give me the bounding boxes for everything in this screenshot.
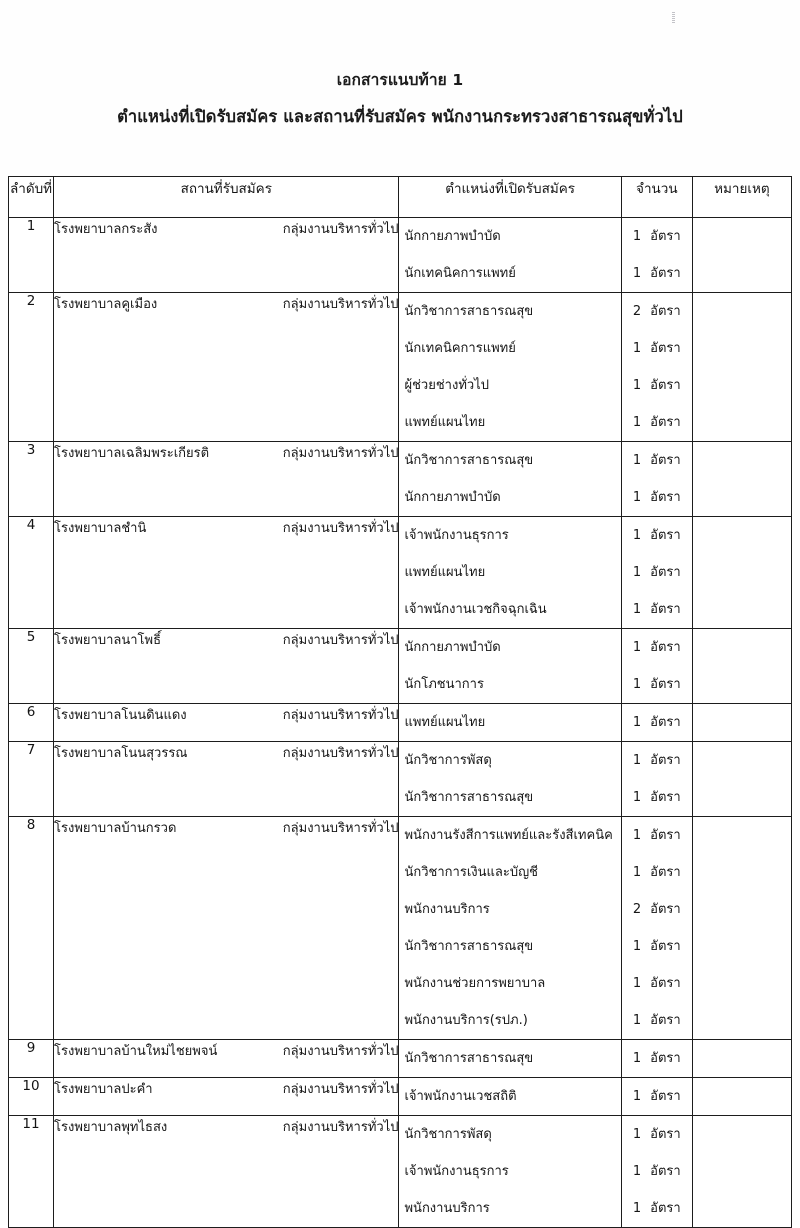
quantity-number: 1 (632, 1051, 642, 1066)
cell-quantities (621, 517, 692, 629)
position-name: พนักงานรังสีการแพทย์และรังสีเทคนิค (404, 828, 613, 843)
work-group-name: กลุ่มงานบริหารทั่วไป (282, 1082, 399, 1097)
position-name: พนักงานช่วยการพยาบาล (404, 976, 546, 991)
position-name: นักวิชาการสาธารณสุข (404, 939, 534, 954)
quantity-number: 1 (632, 602, 642, 617)
table-row (9, 704, 792, 742)
quantity-number: 1 (632, 415, 642, 430)
quantity-entry (622, 629, 692, 666)
document-heading (0, 70, 800, 128)
hospital-name: โรงพยาบาลนาโพธิ์ (54, 633, 162, 648)
position-name: นักกายภาพบำบัด (404, 490, 501, 505)
position-name: นักโภชนาการ (404, 677, 484, 692)
quantity-unit-label: อัตรา (650, 528, 681, 543)
hospital-name: โรงพยาบาลบ้านกรวด (54, 821, 177, 836)
cell-positions (399, 1116, 621, 1228)
quantity-number: 1 (632, 565, 642, 580)
column-header-seq: ลำดับที่ (9, 177, 54, 218)
hospital-name: โรงพยาบาลบ้านใหม่ไชยพจน์ (54, 1044, 218, 1059)
cell-positions (399, 704, 621, 742)
quantity-entry (622, 779, 692, 816)
quantity-unit-label: อัตรา (650, 229, 681, 244)
quantity-number: 1 (632, 528, 642, 543)
cell-application-place (54, 629, 399, 704)
cell-application-place (54, 1078, 399, 1116)
work-group-name: กลุ่มงานบริหารทั่วไป (282, 821, 399, 836)
quantity-number: 1 (632, 790, 642, 805)
quantity-unit-label: อัตรา (650, 1201, 681, 1216)
quantity-entry (622, 1190, 692, 1227)
table-row (9, 1040, 792, 1078)
quantity-unit-label: อัตรา (650, 1013, 681, 1028)
cell-quantities (621, 1040, 692, 1078)
cell-positions (399, 218, 621, 293)
quantity-number: 1 (632, 266, 642, 281)
cell-application-place (54, 293, 399, 442)
quantity-entry (622, 330, 692, 367)
cell-remark (692, 293, 791, 442)
quantity-number: 2 (632, 304, 642, 319)
quantity-entry (622, 1116, 692, 1153)
table-header (9, 177, 792, 218)
position-name: แพทย์แผนไทย (404, 565, 486, 580)
cell-sequence-number: 7 (9, 742, 54, 817)
quantity-unit-label: อัตรา (650, 640, 681, 655)
quantity-unit-label: อัตรา (650, 976, 681, 991)
cell-positions (399, 629, 621, 704)
cell-remark (692, 1116, 791, 1228)
cell-application-place (54, 442, 399, 517)
quantity-unit-label: อัตรา (650, 602, 681, 617)
work-group-name: กลุ่มงานบริหารทั่วไป (282, 521, 399, 536)
position-name: นักเทคนิคการแพทย์ (404, 266, 516, 281)
position-name: แพทย์แผนไทย (404, 415, 486, 430)
quantity-entry (622, 742, 692, 779)
quantity-unit-label: อัตรา (650, 902, 681, 917)
cell-remark (692, 742, 791, 817)
cell-remark (692, 1040, 791, 1078)
position-name: นักวิชาการสาธารณสุข (404, 1051, 534, 1066)
work-group-name: กลุ่มงานบริหารทั่วไป (282, 1044, 399, 1059)
position-name: นักวิชาการสาธารณสุข (404, 453, 534, 468)
quantity-unit-label: อัตรา (650, 1127, 681, 1142)
cell-quantities (621, 1116, 692, 1228)
quantity-number: 1 (632, 1013, 642, 1028)
quantity-entry (622, 666, 692, 703)
work-group-name: กลุ่มงานบริหารทั่วไป (282, 1120, 399, 1135)
cell-sequence-number: 6 (9, 704, 54, 742)
quantity-number: 1 (632, 1201, 642, 1216)
document-title: เอกสารแนบท้าย 1 (336, 71, 464, 89)
recruitment-table (8, 176, 792, 1228)
position-name: นักกายภาพบำบัด (404, 640, 501, 655)
column-header-remark: หมายเหตุ (692, 177, 791, 218)
work-group-name: กลุ่มงานบริหารทั่วไป (282, 297, 399, 312)
cell-remark (692, 817, 791, 1040)
cell-application-place (54, 704, 399, 742)
hospital-name: โรงพยาบาลพุทไธสง (54, 1120, 168, 1135)
cell-sequence-number: 3 (9, 442, 54, 517)
quantity-entry (622, 965, 692, 1002)
position-name: พนักงานบริการ (404, 1201, 490, 1216)
quantity-entry (622, 928, 692, 965)
cell-application-place (54, 1116, 399, 1228)
quantity-entry (622, 591, 692, 628)
quantity-entry (622, 367, 692, 404)
quantity-entry (622, 1078, 692, 1115)
quantity-number: 1 (632, 453, 642, 468)
cell-remark (692, 629, 791, 704)
hospital-name: โรงพยาบาลคูเมือง (54, 297, 158, 312)
quantity-number: 1 (632, 865, 642, 880)
table-row (9, 1116, 792, 1228)
quantity-number: 1 (632, 939, 642, 954)
quantity-number: 1 (632, 341, 642, 356)
cell-quantities (621, 218, 692, 293)
cell-quantities (621, 704, 692, 742)
cell-sequence-number: 5 (9, 629, 54, 704)
quantity-unit-label: อัตรา (650, 865, 681, 880)
cell-positions (399, 1078, 621, 1116)
cell-quantities (621, 742, 692, 817)
quantity-unit-label: อัตรา (650, 341, 681, 356)
work-group-name: กลุ่มงานบริหารทั่วไป (282, 222, 399, 237)
quantity-number: 1 (632, 229, 642, 244)
quantity-number: 1 (632, 378, 642, 393)
position-name: แพทย์แผนไทย (404, 715, 486, 730)
hospital-name: โรงพยาบาลโนนดินแดง (54, 708, 187, 723)
cell-quantities (621, 293, 692, 442)
position-name: ผู้ช่วยช่างทั่วไป (404, 378, 489, 393)
cell-quantities (621, 1078, 692, 1116)
position-name: นักวิชาการพัสดุ (404, 753, 492, 768)
table-row (9, 1078, 792, 1116)
cell-positions (399, 442, 621, 517)
quantity-number: 2 (632, 902, 642, 917)
quantity-entry (622, 1002, 692, 1039)
scan-artifact-speck (672, 12, 675, 23)
cell-remark (692, 1078, 791, 1116)
quantity-unit-label: อัตรา (650, 939, 681, 954)
table-row (9, 817, 792, 1040)
quantity-number: 1 (632, 828, 642, 843)
cell-positions (399, 293, 621, 442)
quantity-number: 1 (632, 1127, 642, 1142)
quantity-entry (622, 891, 692, 928)
quantity-unit-label: อัตรา (650, 490, 681, 505)
hospital-name: โรงพยาบาลปะคำ (54, 1082, 153, 1097)
table-row (9, 218, 792, 293)
document-subtitle: ตำแหน่งที่เปิดรับสมัคร และสถานที่รับสมัคร พนักงานกระทรวงสาธารณสุขทั่วไป (117, 107, 683, 127)
quantity-unit-label: อัตรา (650, 715, 681, 730)
quantity-unit-label: อัตรา (650, 304, 681, 319)
table-row (9, 742, 792, 817)
quantity-number: 1 (632, 677, 642, 692)
position-name: นักวิชาการสาธารณสุข (404, 790, 534, 805)
cell-remark (692, 704, 791, 742)
cell-remark (692, 218, 791, 293)
quantity-entry (622, 293, 692, 330)
quantity-unit-label: อัตรา (650, 565, 681, 580)
position-name: เจ้าพนักงานธุรการ (404, 1164, 509, 1179)
position-name: พนักงานบริการ (404, 902, 490, 917)
cell-positions (399, 742, 621, 817)
table-row (9, 517, 792, 629)
quantity-unit-label: อัตรา (650, 1089, 681, 1104)
quantity-entry (622, 817, 692, 854)
quantity-number: 1 (632, 640, 642, 655)
quantity-unit-label: อัตรา (650, 753, 681, 768)
quantity-number: 1 (632, 976, 642, 991)
cell-remark (692, 517, 791, 629)
column-header-place: สถานที่รับสมัคร (54, 177, 399, 218)
work-group-name: กลุ่มงานบริหารทั่วไป (282, 633, 399, 648)
cell-sequence-number: 10 (9, 1078, 54, 1116)
cell-application-place (54, 1040, 399, 1078)
quantity-entry (622, 704, 692, 741)
cell-sequence-number: 2 (9, 293, 54, 442)
cell-application-place (54, 517, 399, 629)
cell-positions (399, 817, 621, 1040)
quantity-entry (622, 1153, 692, 1190)
work-group-name: กลุ่มงานบริหารทั่วไป (282, 746, 399, 761)
quantity-unit-label: อัตรา (650, 453, 681, 468)
hospital-name: โรงพยาบาลกระสัง (54, 222, 158, 237)
column-header-quantity: จำนวน (621, 177, 692, 218)
quantity-number: 1 (632, 715, 642, 730)
cell-positions (399, 1040, 621, 1078)
cell-quantities (621, 442, 692, 517)
quantity-unit-label: อัตรา (650, 266, 681, 281)
cell-application-place (54, 218, 399, 293)
quantity-entry (622, 218, 692, 255)
hospital-name: โรงพยาบาลโนนสุวรรณ (54, 746, 188, 761)
cell-quantities (621, 629, 692, 704)
quantity-entry (622, 854, 692, 891)
quantity-number: 1 (632, 753, 642, 768)
position-name: เจ้าพนักงานธุรการ (404, 528, 509, 543)
quantity-number: 1 (632, 1089, 642, 1104)
cell-sequence-number: 9 (9, 1040, 54, 1078)
quantity-number: 1 (632, 1164, 642, 1179)
position-name: เจ้าพนักงานเวชสถิติ (404, 1089, 517, 1104)
quantity-unit-label: อัตรา (650, 790, 681, 805)
cell-remark (692, 442, 791, 517)
work-group-name: กลุ่มงานบริหารทั่วไป (282, 446, 399, 461)
position-name: นักกายภาพบำบัด (404, 229, 501, 244)
position-name: พนักงานบริการ(รปภ.) (404, 1013, 528, 1028)
quantity-entry (622, 1040, 692, 1077)
table-header-row (9, 177, 792, 218)
hospital-name: โรงพยาบาลชำนิ (54, 521, 147, 536)
quantity-number: 1 (632, 490, 642, 505)
hospital-name: โรงพยาบาลเฉลิมพระเกียรติ (54, 446, 210, 461)
quantity-entry (622, 554, 692, 591)
position-name: นักเทคนิคการแพทย์ (404, 341, 516, 356)
cell-sequence-number: 1 (9, 218, 54, 293)
position-name: เจ้าพนักงานเวชกิจฉุกเฉิน (404, 602, 547, 617)
cell-positions (399, 517, 621, 629)
cell-sequence-number: 11 (9, 1116, 54, 1228)
quantity-entry (622, 517, 692, 554)
position-name: นักวิชาการเงินและบัญชี (404, 865, 538, 880)
cell-sequence-number: 4 (9, 517, 54, 629)
cell-sequence-number: 8 (9, 817, 54, 1040)
position-name: นักวิชาการสาธารณสุข (404, 304, 534, 319)
cell-application-place (54, 817, 399, 1040)
quantity-entry (622, 479, 692, 516)
quantity-unit-label: อัตรา (650, 677, 681, 692)
quantity-unit-label: อัตรา (650, 378, 681, 393)
quantity-entry (622, 442, 692, 479)
table-row (9, 293, 792, 442)
quantity-unit-label: อัตรา (650, 1051, 681, 1066)
quantity-entry (622, 404, 692, 441)
table-row (9, 629, 792, 704)
quantity-unit-label: อัตรา (650, 1164, 681, 1179)
quantity-unit-label: อัตรา (650, 828, 681, 843)
quantity-unit-label: อัตรา (650, 415, 681, 430)
position-name: นักวิชาการพัสดุ (404, 1127, 492, 1142)
table-row (9, 442, 792, 517)
cell-quantities (621, 817, 692, 1040)
column-header-position: ตำแหน่งที่เปิดรับสมัคร (399, 177, 621, 218)
table-body (9, 218, 792, 1228)
quantity-entry (622, 255, 692, 292)
cell-application-place (54, 742, 399, 817)
work-group-name: กลุ่มงานบริหารทั่วไป (282, 708, 399, 723)
